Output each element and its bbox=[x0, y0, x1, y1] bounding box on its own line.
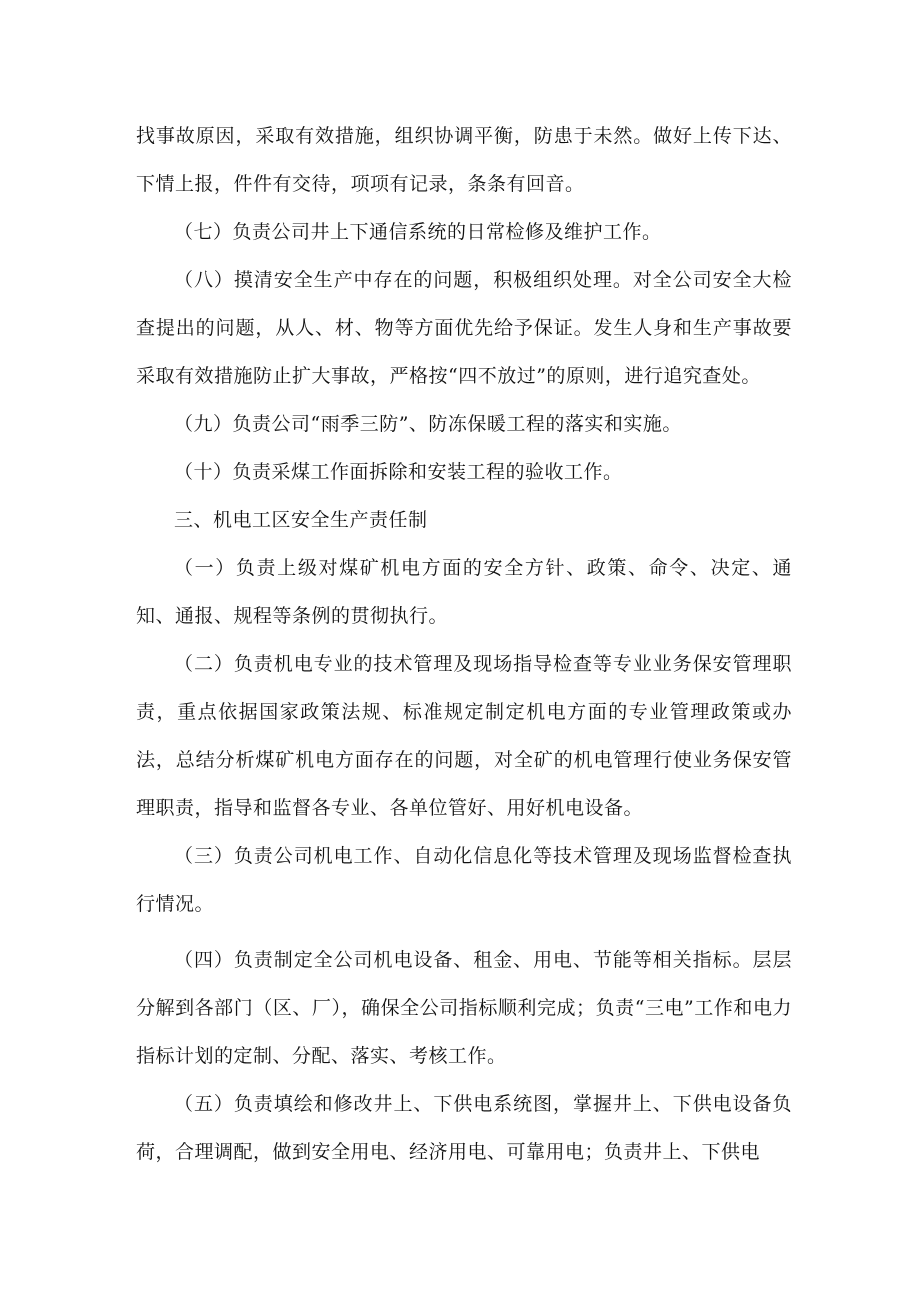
paragraph-item-9: （九）负责公司“雨季三防”、防冻保暖工程的落实和实施。 bbox=[174, 413, 682, 435]
section-paragraph-4: （四）负责制定全公司机电设备、租金、用电、节能等相关指标。层层分解到各部门（区、厂），确保全公司指标顺利完成；负责“三电”工作和电力指标计划的定制、分配、落实、考核工作。 bbox=[136, 949, 792, 1067]
paragraph-item-7: （七）负责公司井上下通信系统的日常检修及维护工作。 bbox=[174, 221, 662, 243]
paragraph-item-8: （八）摸清安全生产中存在的问题，积极组织处理。对全公司安全大检查提出的问题，从人、材、物等方面优先给予保证。发生人身和生产事故要采取有效措施防止扩大事故，严格按“四不放过”的原则，进行追究查处。 bbox=[136, 269, 792, 387]
section-paragraph-2: （二）负责机电专业的技术管理及现场指导检查等专业业务保安管理职责，重点依据国家政策法规、标准规定制定机电方面的专业管理政策或办法，总结分析煤矿机电方面存在的问题，对全矿的机电管理行使业务保安管理职责，指导和监督各专业、各单位管好、用好机电设备。 bbox=[136, 653, 792, 819]
section-paragraph-5: （五）负责填绘和修改井上、下供电系统图，掌握井上、下供电设备负荷，合理调配，做到安全用电、经济用电、可靠用电；负责井上、下供电 bbox=[136, 1093, 792, 1163]
paragraph-item-10: （十）负责采煤工作面拆除和安装工程的验收工作。 bbox=[174, 461, 623, 483]
section-paragraph-1: （一）负责上级对煤矿机电方面的安全方针、政策、命令、决定、通知、通报、规程等条例的贯彻执行。 bbox=[136, 557, 792, 627]
section-paragraph-3: （三）负责公司机电工作、自动化信息化等技术管理及现场监督检查执行情况。 bbox=[136, 845, 792, 915]
document-body bbox=[136, 112, 792, 1176]
paragraph-continuation: 找事故原因，采取有效措施，组织协调平衡，防患于未然。做好上传下达、下情上报，件件有交待，项项有记录，条条有回音。 bbox=[136, 125, 792, 195]
section-heading: 三、机电工区安全生产责任制 bbox=[174, 509, 428, 531]
